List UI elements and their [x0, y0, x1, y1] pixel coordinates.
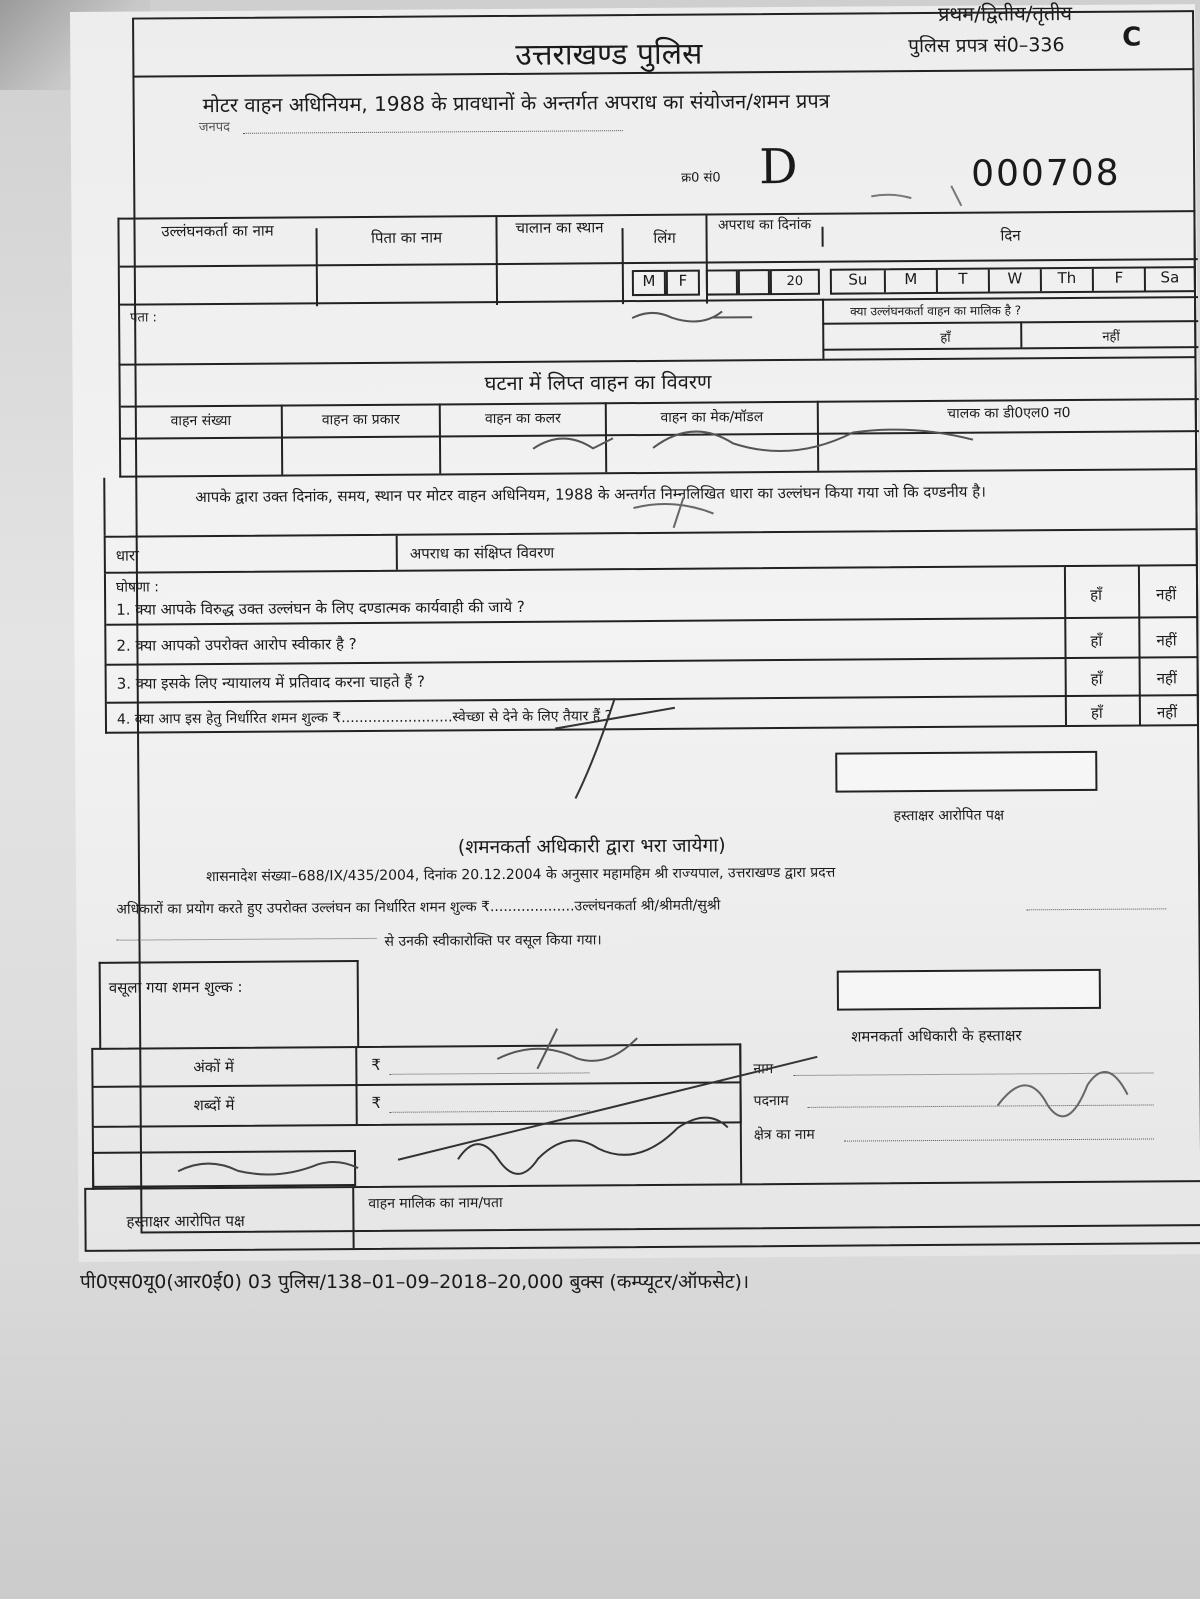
form-title: उत्तराखण्ड पुलिस	[515, 36, 703, 73]
declaration-q4: 4. क्या आप इस हेतु निर्धारित शमन शुल्क ₹.........................स्वेच्छा से देने के लिए तैयार हैं ?	[116, 708, 613, 728]
owner-question: क्या उल्लंघनकर्ता वाहन का मालिक है ?	[850, 303, 1022, 319]
q3-no[interactable]: नहीं	[1156, 669, 1177, 688]
header-day: दिन	[822, 224, 1198, 247]
rupee-figures: ₹	[371, 1055, 381, 1074]
q3-yes[interactable]: हाँ	[1090, 669, 1103, 688]
header-vehicle-color: वाहन का कलर	[439, 402, 605, 473]
officer-signature-label: शमनकर्ता अधिकारी के हस्ताक्षर	[851, 1026, 1022, 1046]
designation-label: पदनाम	[753, 1093, 789, 1110]
copy-marker: प्रथम/द्वितीय/तृतीय	[937, 1, 1073, 26]
officer-line-1: शासनादेश संख्या–688/IX/435/2004, दिनांक 20.12.2004 के अनुसार महामहिम श्री राज्यपाल, उत्तराखण्ड द्वारा प्रदत्त	[205, 864, 836, 886]
owner-label: वाहन मालिक का नाम/पता	[368, 1195, 503, 1212]
violation-statement: आपके द्वारा उक्त दिनांक, समय, स्थान पर मोटर वाहन अधिनियम, 1988 के अन्तर्गत निम्नलिखित धारा का उल्लंघन किया गया जो कि दण्डनीय है।	[195, 482, 986, 507]
q2-no[interactable]: नहीं	[1156, 631, 1177, 650]
form-letter: C	[1122, 22, 1142, 53]
q4-yes[interactable]: हाँ	[1090, 703, 1103, 722]
gender-option-m[interactable]: M	[632, 270, 666, 296]
q4-no[interactable]: नहीं	[1156, 703, 1178, 722]
address-label: पता :	[130, 310, 157, 326]
q2-yes[interactable]: हाँ	[1090, 631, 1103, 650]
in-words-label: शब्दों में	[193, 1095, 235, 1115]
declaration-title: घोषणा :	[115, 579, 159, 596]
print-footer: पी0एस0यू0(आर0ई0) 03 पुलिस/138–01–09–2018–20,000 बुक्स (कम्प्यूटर/ऑफसेट)।	[80, 1271, 750, 1293]
challan-form	[70, 1, 1200, 1262]
q1-yes[interactable]: हाँ	[1090, 585, 1103, 604]
officer-line-3: से उनकी स्वीकारोक्ति पर वसूल किया गया।	[384, 932, 602, 950]
officer-section-title: (शमनकर्ता अधिकारी द्वारा भरा जायेगा)	[457, 834, 726, 859]
day-option-su[interactable]: Su	[848, 270, 868, 289]
name-label: नाम	[753, 1061, 774, 1078]
header-vehicle-make: वाहन का मेक/मॉडल	[605, 401, 817, 472]
area-label: क्षेत्र का नाम	[753, 1126, 815, 1144]
owner-yes[interactable]: हाँ	[940, 330, 951, 346]
header-offence-date: अपराध का दिनांक	[705, 215, 822, 304]
rupee-words: ₹	[371, 1093, 382, 1112]
header-gender: लिंग	[622, 228, 707, 305]
vehicle-section-title: घटना में लिप्त वाहन का विवरण	[484, 369, 712, 396]
owner-no[interactable]: नहीं	[1102, 329, 1120, 345]
day-option-w[interactable]: W	[988, 269, 1040, 291]
district-label: जनपद	[198, 119, 231, 136]
officer-line-2: अधिकारों का प्रयोग करते हुए उपरोक्त उल्लंघन का निर्धारित शमन शुल्क ₹...................उल्लंघनकर्ता श्री/श्रीमती/सुश्री	[116, 897, 721, 918]
declaration-q1: 1. क्या आपके विरुद्ध उक्त उल्लंघन के लिए दण्डात्मक कार्यवाही की जाये ?	[116, 597, 525, 619]
serial-letter: D	[758, 138, 798, 196]
day-option-th[interactable]: Th	[1040, 269, 1092, 291]
accused-signature-label: हस्ताक्षर आरोपित पक्ष	[893, 807, 1005, 825]
day-option-t[interactable]: T	[936, 270, 988, 292]
header-challan-place: चालान का स्थान	[495, 216, 622, 305]
section-label: धारा	[115, 546, 139, 565]
header-vehicle-type: वाहन का प्रकार	[281, 403, 439, 474]
header-vehicle-number: वाहन संख्या	[170, 412, 232, 430]
serial-label: क्र0 सं0	[681, 170, 721, 186]
in-figures-label: अंकों में	[193, 1057, 235, 1077]
q1-no[interactable]: नहीं	[1156, 585, 1177, 604]
final-accused-signature-label: हस्ताक्षर आरोपित पक्ष	[126, 1211, 245, 1231]
day-option-f[interactable]: F	[1092, 269, 1144, 291]
handwriting-marks	[70, 4, 1200, 1272]
form-subtitle: मोटर वाहन अधिनियम, 1988 के प्रावधानों के अन्तर्गत अपराध का संयोजन/शमन प्रपत्र	[202, 88, 830, 118]
day-option-sa[interactable]: Sa	[1144, 268, 1194, 290]
header-driver-license: चालक का डी0एल0 न0	[817, 398, 1199, 471]
form-number: पुलिस प्रपत्र सं0–336	[908, 34, 1065, 58]
day-option-m[interactable]: M	[884, 270, 936, 292]
header-father-name: पिता का नाम	[316, 227, 497, 306]
declaration-q2: 2. क्या आपको उपरोक्त आरोप स्वीकार है ?	[116, 635, 357, 655]
fee-label: वसूला गया शमन शुल्क :	[108, 977, 243, 997]
declaration-q3: 3. क्या इसके लिए न्यायालय में प्रतिवाद करना चाहते हैं ?	[116, 672, 426, 693]
offence-description-label: अपराध का संक्षिप्त विवरण	[409, 543, 555, 563]
gender-option-f[interactable]: F	[666, 270, 700, 296]
header-violator-name: उल्लंघनकर्ता का नाम	[161, 221, 274, 241]
serial-number: 000708	[971, 152, 1121, 195]
date-year-box[interactable]: 20	[770, 269, 820, 295]
